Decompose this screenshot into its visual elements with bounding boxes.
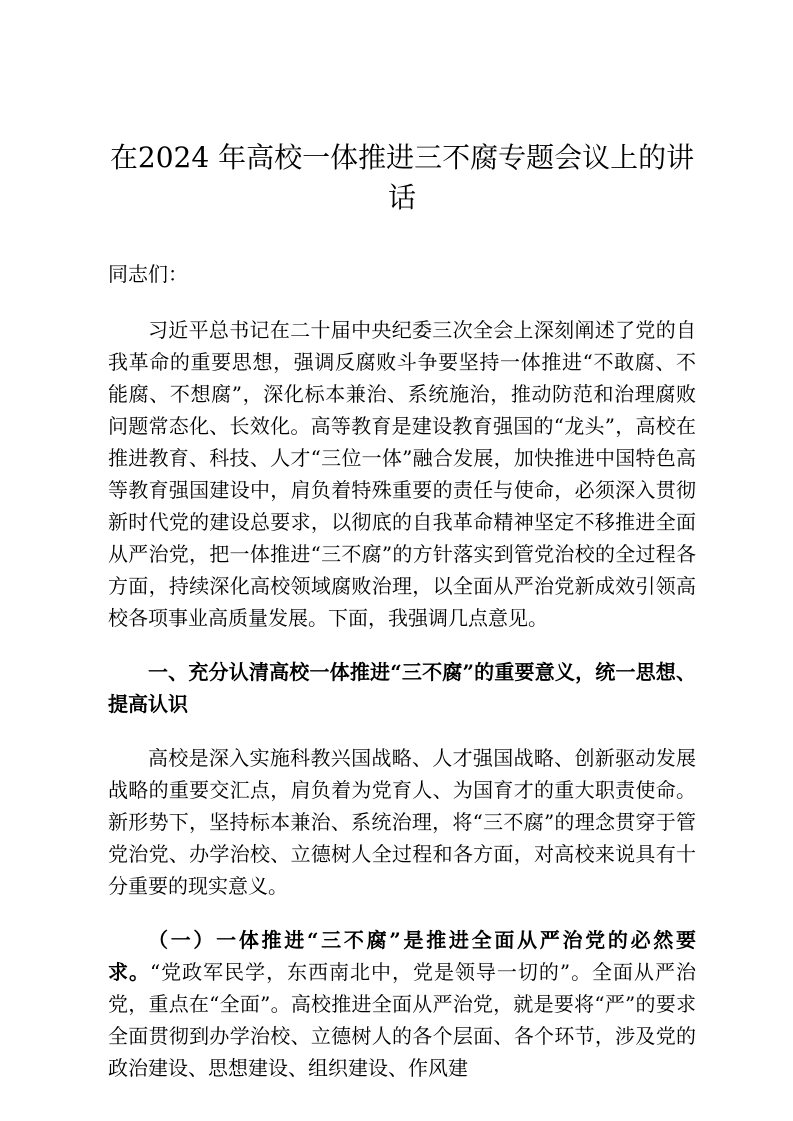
paragraph-subsection-1 (108, 924, 696, 1084)
document-page (108, 138, 696, 1084)
section-heading-1: 一、充分认清高校一体推进“三不腐”的重要意义，统一思想、提高认识 (108, 660, 696, 716)
subsection-body: “党政军民学，东西南北中，党是领导一切的”。全面从严治党，重点在“全面”。高校推进全面从严治党，就是要将“严”的要求全面贯彻到办学治校、立德树人的各个层面、各个环节，涉及党的政治建设、思想建设、组织建设、作风建 (108, 960, 696, 1080)
subsection-lead: （一）一体推进“三不腐”是推进全面从严治党的必然要求。 (108, 928, 696, 984)
paragraph-intro: 习近平总书记在二十届中央纪委三次全会上深刻阐述了党的自我革命的重要思想，强调反腐败斗争要坚持一体推进“不敢腐、不能腐、不想腐”，深化标本兼治、系统施治，推动防范和治理腐败问题常态化、长效化。高等教育是建设教育强国的“龙头”，高校在推进教育、科技、人才“三位一体”融合发展，加快推进中国特色高等教育强国建设中，肩负着特殊重要的责任与使命，必须深入贯彻新时代党的建设总要求，以彻底的自我革命精神坚定不移推进全面从严治党，把一体推进“三不腐”的方针落实到管党治校的全过程各方面，持续深化高校领域腐败治理，以全面从严治党新成效引领高校各项事业高质量发展。下面，我强调几点意见。 (108, 318, 696, 630)
salutation: 同志们： (108, 262, 188, 286)
document-title: 在2024 年高校一体推进三不腐专题会议上的讲话 (109, 141, 695, 214)
paragraph-section-1: 高校是深入实施科教兴国战略、人才强国战略、创新驱动发展战略的重要交汇点，肩负着为党育人、为国育才的重大职责使命。新形势下，坚持标本兼治、系统治理，将“三不腐”的理念贯穿于管党治党、办学治校、立德树人全过程和各方面，对高校来说具有十分重要的现实意义。 (108, 746, 696, 898)
